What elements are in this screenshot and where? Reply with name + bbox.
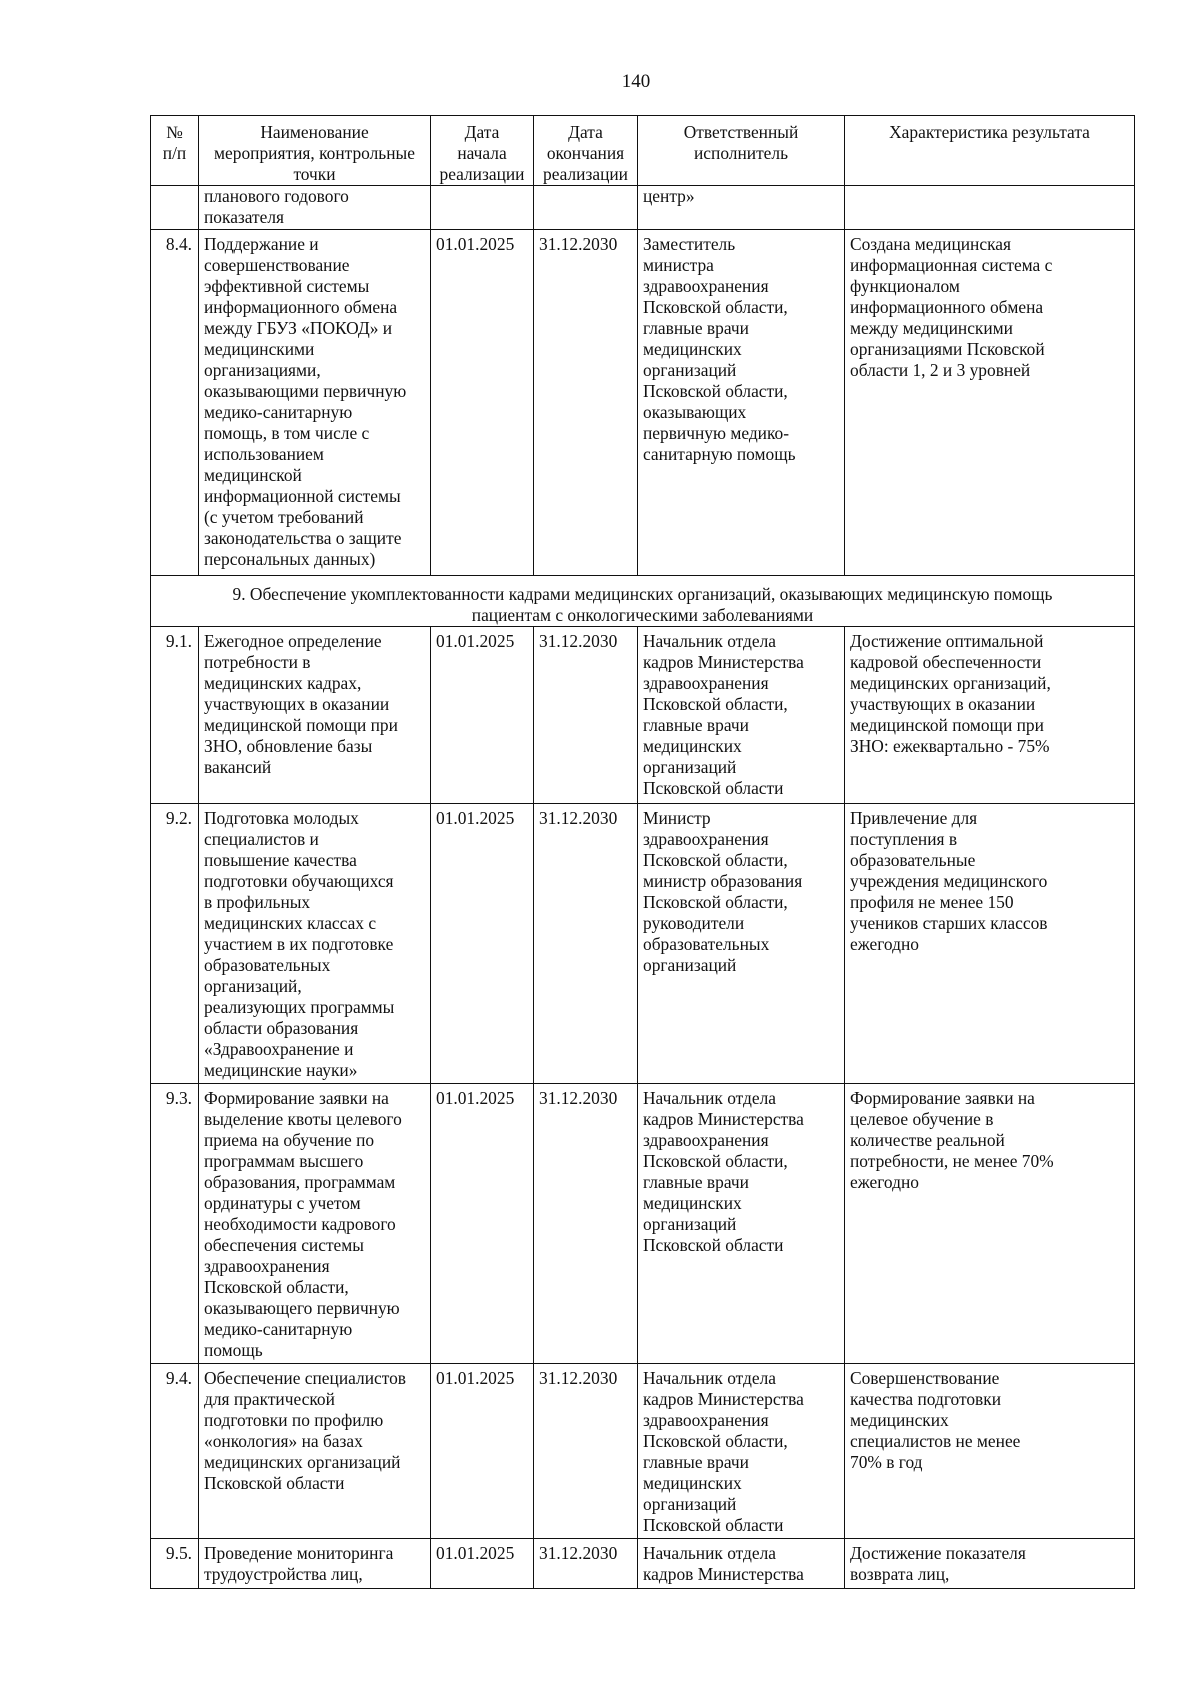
row-start-date: 01.01.2025 — [431, 1539, 534, 1589]
row-end-date: 31.12.2030 — [534, 804, 638, 1084]
header-result: Характеристика результата — [845, 116, 1135, 186]
row-activity-name: Поддержание и совершенствование эффективной системы информационного обмена между ГБУЗ «ПОКОД» и медицинскими организациями, оказывающими первичную медико-санитарную помощь, в том числе с использованием медицинской информационной системы (с учетом требований законодательства о защите персональных данных) — [199, 230, 431, 576]
row-result: Привлечение для поступления в образовательные учреждения медицинского профиля не менее 150 учеников старших классов ежегодно — [845, 804, 1135, 1084]
table-row — [151, 230, 1135, 576]
row-start-date: 01.01.2025 — [431, 627, 534, 804]
row-number — [151, 186, 199, 230]
header-number: № п/п — [151, 116, 199, 186]
row-responsible: центр» — [638, 186, 845, 230]
table-row — [151, 804, 1135, 1084]
row-number: 9.1. — [151, 627, 199, 804]
row-start-date — [431, 186, 534, 230]
activities-table — [150, 115, 1135, 1589]
row-responsible: Начальник отдела кадров Министерства — [638, 1539, 845, 1589]
row-start-date: 01.01.2025 — [431, 230, 534, 576]
table-row — [151, 186, 1135, 230]
row-start-date: 01.01.2025 — [431, 1364, 534, 1539]
header-activity-name: Наименование мероприятия, контрольные точки — [199, 116, 431, 186]
row-result: Совершенствование качества подготовки медицинских специалистов не менее 70% в год — [845, 1364, 1135, 1539]
row-responsible: Начальник отдела кадров Министерства здравоохранения Псковской области, главные врачи медицинских организаций Псковской области — [638, 1084, 845, 1364]
row-number: 9.4. — [151, 1364, 199, 1539]
table-row — [151, 1364, 1135, 1539]
table-row — [151, 1539, 1135, 1589]
row-end-date — [534, 186, 638, 230]
row-end-date: 31.12.2030 — [534, 230, 638, 576]
row-responsible: Начальник отдела кадров Министерства здравоохранения Псковской области, главные врачи медицинских организаций Псковской области — [638, 627, 845, 804]
header-responsible: Ответственный исполнитель — [638, 116, 845, 186]
row-responsible: Начальник отдела кадров Министерства здравоохранения Псковской области, главные врачи медицинских организаций Псковской области — [638, 1364, 845, 1539]
row-start-date: 01.01.2025 — [431, 804, 534, 1084]
row-number: 8.4. — [151, 230, 199, 576]
header-start-date: Дата начала реализации — [431, 116, 534, 186]
row-activity-name: Формирование заявки на выделение квоты целевого приема на обучение по программам высшего образования, программам ординатуры с учетом необходимости кадрового обеспечения системы здравоохранения Псковской области, оказывающего первичную медико-санитарную помощь — [199, 1084, 431, 1364]
section-heading-row — [151, 576, 1135, 627]
row-activity-name: Ежегодное определение потребности в медицинских кадрах, участвующих в оказании медицинской помощи при ЗНО, обновление базы вакансий — [199, 627, 431, 804]
table-row — [151, 627, 1135, 804]
row-activity-name: Обеспечение специалистов для практической подготовки по профилю «онкология» на базах медицинских организаций Псковской области — [199, 1364, 431, 1539]
row-responsible: Заместитель министра здравоохранения Псковской области, главные врачи медицинских организаций Псковской области, оказывающих первичную медико- санитарную помощь — [638, 230, 845, 576]
page-number: 140 — [621, 71, 651, 92]
row-number: 9.5. — [151, 1539, 199, 1589]
row-end-date: 31.12.2030 — [534, 1364, 638, 1539]
row-result: Формирование заявки на целевое обучение в количестве реальной потребности, не менее 70% ежегодно — [845, 1084, 1135, 1364]
row-end-date: 31.12.2030 — [534, 627, 638, 804]
table-row — [151, 1084, 1135, 1364]
row-responsible: Министр здравоохранения Псковской области, министр образования Псковской области, руководители образовательных организаций — [638, 804, 845, 1084]
row-end-date: 31.12.2030 — [534, 1539, 638, 1589]
row-activity-name: Подготовка молодых специалистов и повышение качества подготовки обучающихся в профильных медицинских классах с участием в их подготовке образовательных организаций, реализующих программы области образования «Здравоохранение и медицинские науки» — [199, 804, 431, 1084]
row-activity-name: планового годового показателя — [199, 186, 431, 230]
row-result: Создана медицинская информационная система с функционалом информационного обмена между медицинскими организациями Псковской области 1, 2 и 3 уровней — [845, 230, 1135, 576]
header-end-date: Дата окончания реализации — [534, 116, 638, 186]
table-header-row — [151, 116, 1135, 186]
row-number: 9.3. — [151, 1084, 199, 1364]
row-result: Достижение показателя возврата лиц, — [845, 1539, 1135, 1589]
row-number: 9.2. — [151, 804, 199, 1084]
row-activity-name: Проведение мониторинга трудоустройства лиц, — [199, 1539, 431, 1589]
row-start-date: 01.01.2025 — [431, 1084, 534, 1364]
section-9-title: 9. Обеспечение укомплектованности кадрами медицинских организаций, оказывающих медицинскую помощь пациентам с онкологическими заболеваниями — [151, 576, 1135, 627]
row-result — [845, 186, 1135, 230]
row-result: Достижение оптимальной кадровой обеспеченности медицинских организаций, участвующих в оказании медицинской помощи при ЗНО: ежеквартально - 75% — [845, 627, 1135, 804]
row-end-date: 31.12.2030 — [534, 1084, 638, 1364]
